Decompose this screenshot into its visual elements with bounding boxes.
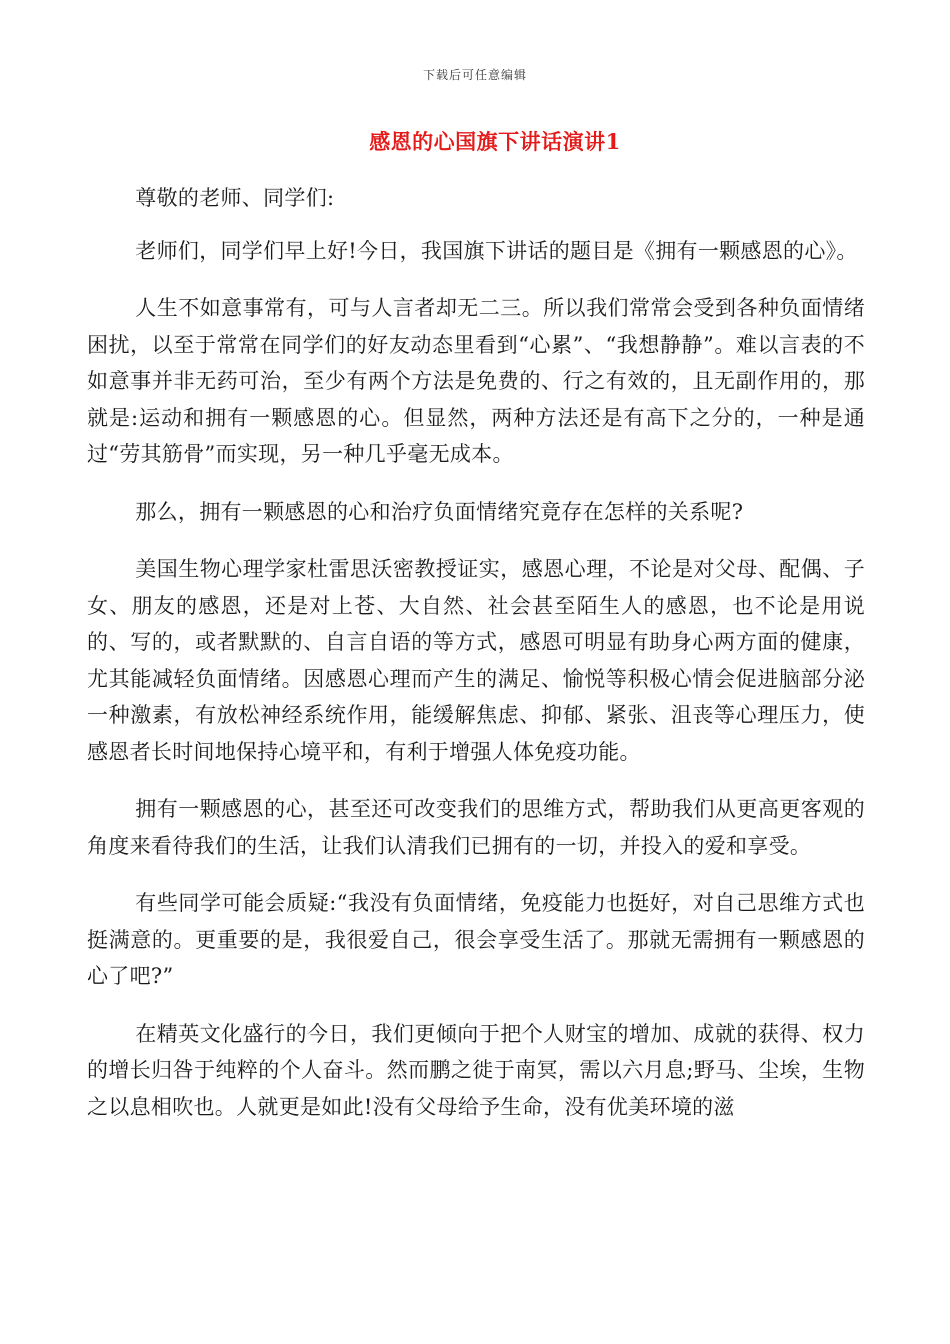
paragraph: 人生不如意事常有，可与人言者却无二三。所以我们常常会受到各种负面情绪困扰，以至于常常在同学们的好友动态里看到“心累”、“我想静静”。难以言表的不如意事并非无药可治，至少有两个方法是免费的、行之有效的，且无副作用的，那就是:运动和拥有一颗感恩的心。但显然，两种方法还是有高下之分的，一种是通过“劳其筋骨”而实现，另一种几乎毫无成本。 [87,296,865,466]
header-note: 下载后可任意编辑 [422,68,527,82]
paragraph: 那么，拥有一颗感恩的心和治疗负面情绪究竟存在怎样的关系呢? [135,499,744,524]
document-body [87,180,865,1146]
paragraph: 拥有一颗感恩的心，甚至还可改变我们的思维方式，帮助我们从更高更客观的角度来看待我们的生活，让我们认清我们已拥有的一切，并投入的爱和享受。 [87,797,865,858]
paragraph: 老师们，同学们早上好!今日，我国旗下讲话的题目是《拥有一颗感恩的心》。 [135,238,858,263]
document-title: 感恩的心国旗下讲话演讲1 [369,129,621,154]
paragraph: 有些同学可能会质疑:“我没有负面情绪，免疫能力也挺好，对自己思维方式也挺满意的。更重要的是，我很爱自己，很会享受生活了。那就无需拥有一颗感恩的心了吧?” [87,891,865,988]
paragraph: 在精英文化盛行的今日，我们更倾向于把个人财宝的增加、成就的获得、权力的增长归咎于纯粹的个人奋斗。然而鹏之徙于南冥，需以六月息;野马、尘埃，生物之以息相吹也。人就更是如此!没有父母给予生命，没有优美环境的滋 [87,1021,865,1119]
paragraph: 美国生物心理学家杜雷思沃密教授证实，感恩心理，不论是对父母、配偶、子女、朋友的感恩，还是对上苍、大自然、社会甚至陌生人的感恩，也不论是用说的、写的，或者默默的、自言自语的等方式，感恩可明显有助身心两方面的健康，尤其能减轻负面情绪。因感恩心理而产生的满足、愉悦等积极心情会促进脑部分泌一种激素，有放松神经系统作用，能缓解焦虑、抑郁、紧张、沮丧等心理压力，使感恩者长时间地保持心境平和，有利于增强人体免疫功能。 [87,557,865,764]
salutation: 尊敬的老师、同学们: [135,186,335,210]
